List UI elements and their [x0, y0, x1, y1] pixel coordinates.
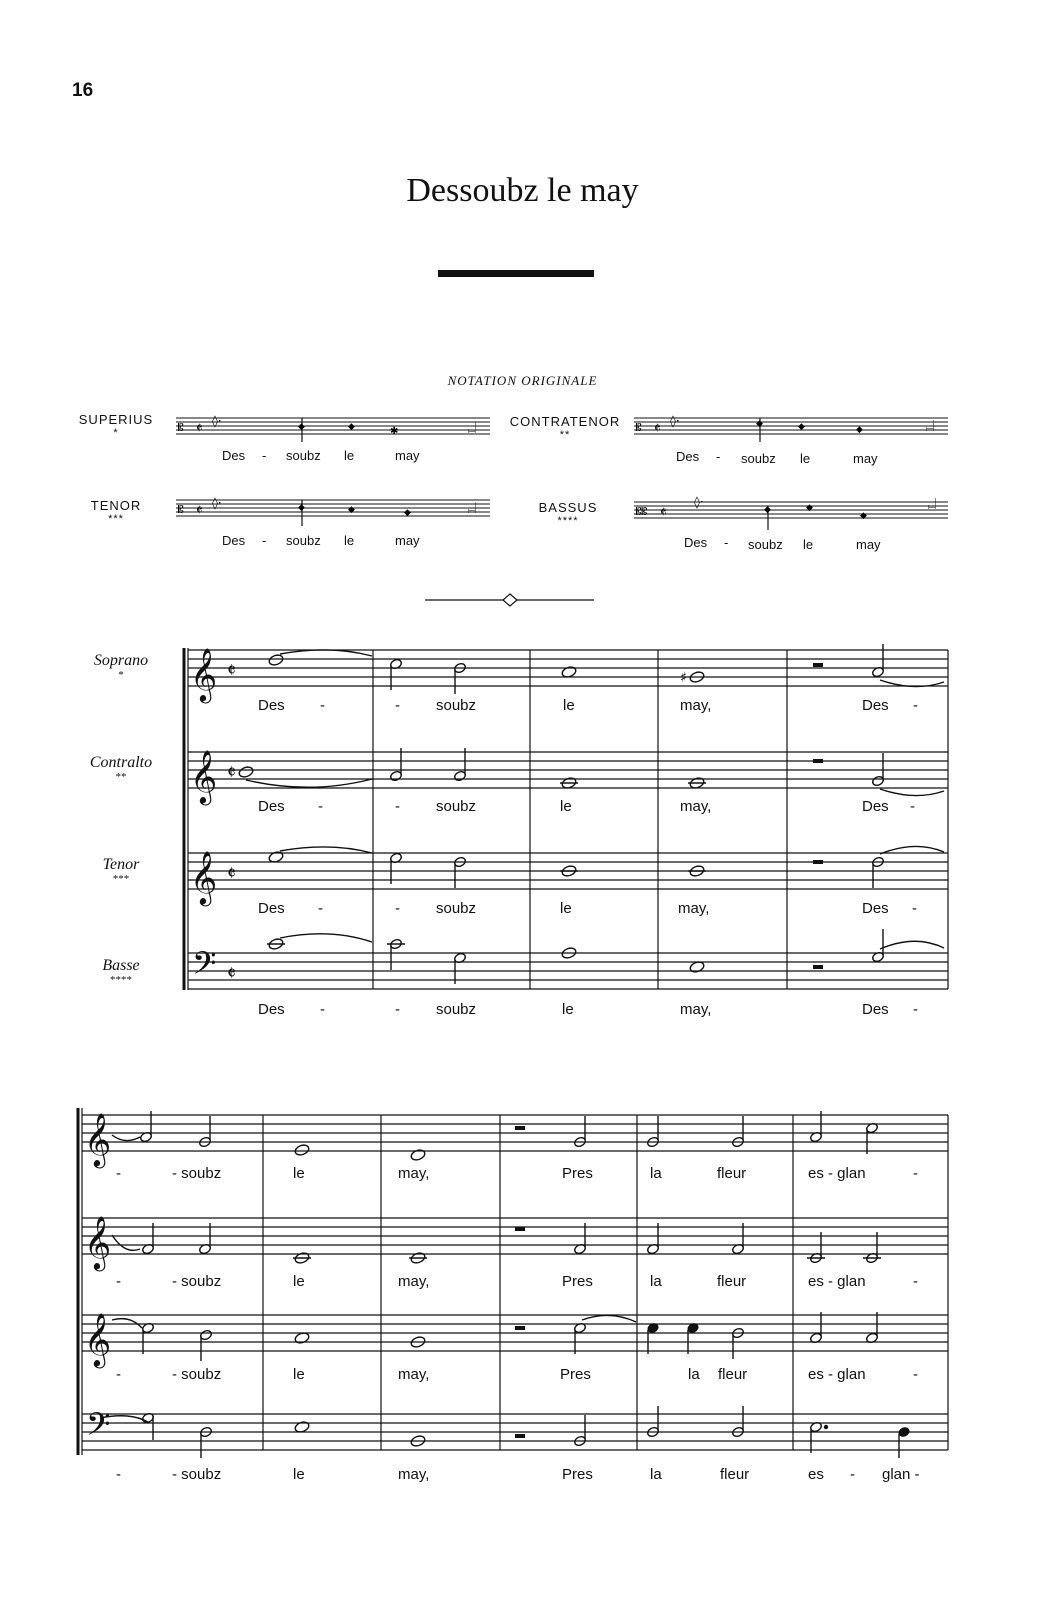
- system-1-clefs: [190, 647, 236, 989]
- system-2-staves: [78, 1108, 948, 1455]
- lyric: soubz: [286, 448, 321, 463]
- voice-name: CONTRATENOR: [509, 414, 621, 429]
- svg-text:𝄵: 𝄵: [660, 503, 667, 521]
- page-title: Dessoubz le may: [406, 172, 639, 209]
- lyric: le: [563, 697, 575, 714]
- lyric: -: [724, 535, 729, 550]
- svg-text:𝄢: 𝄢: [86, 1406, 111, 1450]
- svg-text:𝄡: 𝄡: [178, 505, 184, 516]
- lyric: may: [395, 533, 420, 548]
- lyric: soubz: [748, 537, 783, 552]
- lyric: fleur: [718, 1366, 748, 1383]
- voice-stars: ***: [112, 873, 130, 885]
- svg-text:𝄵: 𝄵: [196, 419, 203, 437]
- system-2-notes: [100, 1111, 910, 1458]
- lyric: -: [262, 533, 267, 548]
- lyric: Des: [258, 697, 285, 714]
- svg-text:𝄵: 𝄵: [227, 658, 236, 682]
- lyric: la: [650, 1165, 662, 1182]
- lyric: fleur: [720, 1466, 750, 1483]
- svg-text:◆: ◆: [860, 511, 867, 521]
- lyric: -: [395, 697, 400, 714]
- svg-text:𝄡: 𝄡: [636, 423, 642, 434]
- svg-text:◆: ◆: [856, 425, 863, 435]
- svg-text:◊·: ◊·: [694, 495, 704, 509]
- voice-stars: **: [559, 429, 571, 441]
- svg-text:𝄵: 𝄵: [227, 961, 236, 985]
- lyric: fleur: [717, 1165, 747, 1182]
- lyric: soubz: [286, 533, 321, 548]
- page-number: 16: [72, 80, 94, 101]
- lyric: -: [395, 1001, 400, 1018]
- notation-heading: NOTATION ORIGINALE: [447, 373, 598, 388]
- section-divider: [425, 594, 594, 606]
- voice-name: Tenor: [102, 856, 140, 873]
- lyric: -: [395, 900, 400, 917]
- lyric: -: [910, 798, 915, 815]
- lyric: - soubz: [172, 1366, 222, 1383]
- svg-text:𝄞: 𝄞: [84, 1215, 112, 1269]
- svg-text:𝄢: 𝄢: [192, 945, 217, 989]
- svg-text:𝆶: 𝆶: [468, 497, 477, 516]
- lyric: may,: [678, 900, 710, 917]
- lyric: -: [913, 1273, 918, 1290]
- lyric: Des: [684, 535, 708, 550]
- lyric: -: [913, 1165, 918, 1182]
- svg-text:𝄞: 𝄞: [190, 647, 218, 701]
- svg-text:𝄞: 𝄞: [84, 1312, 112, 1366]
- svg-text:𝄞: 𝄞: [190, 850, 218, 904]
- lyric: Des: [222, 533, 246, 548]
- lyric: Des: [222, 448, 246, 463]
- lyric: may,: [398, 1366, 430, 1383]
- lyric: le: [560, 900, 572, 917]
- lyric: soubz: [436, 900, 477, 917]
- lyric: le: [800, 451, 811, 466]
- svg-text:𝄞: 𝄞: [190, 749, 218, 803]
- voice-name: BASSUS: [538, 500, 598, 515]
- svg-text:𝄡: 𝄡: [178, 423, 184, 434]
- original-staff-contratenor: [634, 414, 948, 442]
- svg-text:◆: ◆: [348, 422, 355, 432]
- lyric: -: [913, 1366, 918, 1383]
- lyric: glan -: [882, 1466, 920, 1483]
- svg-text:◆: ◆: [798, 422, 805, 432]
- svg-text:𝄞: 𝄞: [84, 1112, 112, 1166]
- lyric: Des: [862, 1001, 889, 1018]
- svg-text:◆: ◆: [348, 505, 355, 515]
- voice-name: Contralto: [89, 754, 153, 771]
- lyric: may: [395, 448, 420, 463]
- lyric: le: [293, 1273, 305, 1290]
- voice-name: Basse: [102, 957, 140, 974]
- lyric: Des: [862, 697, 889, 714]
- lyric: la: [650, 1273, 662, 1290]
- lyric: -: [318, 798, 323, 815]
- lyric: soubz: [436, 798, 477, 815]
- lyric: -: [320, 1001, 325, 1018]
- lyric: fleur: [717, 1273, 747, 1290]
- lyric: -: [318, 900, 323, 917]
- lyric: -: [913, 1001, 918, 1018]
- svg-text:𝄵: 𝄵: [196, 501, 203, 519]
- svg-text:◆: ◆: [764, 505, 771, 515]
- lyric: may,: [680, 697, 712, 714]
- lyric: -: [116, 1273, 121, 1290]
- svg-text:◊·: ◊·: [212, 496, 222, 510]
- lyric: le: [562, 1001, 574, 1018]
- lyric: -: [912, 900, 917, 917]
- svg-text:𝄵: 𝄵: [654, 419, 661, 437]
- lyric: may,: [680, 1001, 712, 1018]
- original-staff-bassus: [634, 493, 948, 530]
- lyric: le: [803, 537, 814, 552]
- lyric: le: [293, 1165, 305, 1182]
- lyric: -: [716, 449, 721, 464]
- lyric: es - glan: [808, 1366, 866, 1383]
- lyric: may: [856, 537, 881, 552]
- lyric: Des: [676, 449, 700, 464]
- svg-text:◆: ◆: [806, 503, 813, 513]
- lyric: le: [293, 1466, 305, 1483]
- lyric: Des: [258, 900, 285, 917]
- lyric: may,: [398, 1466, 430, 1483]
- lyric: -: [850, 1466, 855, 1483]
- lyric: es: [808, 1466, 824, 1483]
- lyric: Des: [258, 798, 285, 815]
- lyric: es - glan: [808, 1165, 866, 1182]
- svg-text:◆: ◆: [298, 422, 305, 432]
- svg-text:◆: ◆: [404, 508, 411, 518]
- svg-text:𝆶: 𝆶: [468, 417, 477, 436]
- system-1-staves: [184, 648, 948, 990]
- lyric: soubz: [436, 1001, 477, 1018]
- system-2-clefs: [84, 1112, 111, 1450]
- lyric: - soubz: [172, 1165, 222, 1182]
- voice-stars: **: [115, 771, 127, 783]
- lyric: Pres: [562, 1273, 593, 1290]
- lyric: la: [688, 1366, 700, 1383]
- voice-stars: ****: [557, 515, 579, 527]
- lyric: -: [913, 697, 918, 714]
- lyric: may,: [398, 1165, 430, 1182]
- svg-text:♯: ♯: [680, 670, 687, 686]
- lyric: may,: [680, 798, 712, 815]
- lyric: -: [116, 1466, 121, 1483]
- lyric: soubz: [741, 451, 776, 466]
- lyric: es - glan: [808, 1273, 866, 1290]
- svg-text:𝆶: 𝆶: [928, 493, 937, 512]
- lyric: -: [395, 798, 400, 815]
- svg-text:𝄵: 𝄵: [227, 861, 236, 885]
- lyric: la: [650, 1466, 662, 1483]
- voice-stars: *: [118, 669, 124, 681]
- lyric: - soubz: [172, 1273, 222, 1290]
- lyric: may: [853, 451, 878, 466]
- lyric: le: [560, 798, 572, 815]
- lyric: Des: [862, 798, 889, 815]
- lyric: -: [116, 1366, 121, 1383]
- svg-text:◆: ◆: [298, 503, 305, 513]
- lyric: may,: [398, 1273, 430, 1290]
- original-staff-tenor: [176, 496, 490, 526]
- voice-name: TENOR: [90, 498, 142, 513]
- lyric: le: [293, 1366, 305, 1383]
- lyric: -: [320, 697, 325, 714]
- lyric: - soubz: [172, 1466, 222, 1483]
- svg-text:𝄡𝄡: 𝄡𝄡: [636, 507, 648, 518]
- voice-stars: ****: [110, 974, 132, 986]
- original-staff-superius: [176, 414, 490, 442]
- lyric: Pres: [560, 1366, 591, 1383]
- system-1-notes: [238, 644, 944, 984]
- svg-text:◆: ◆: [756, 419, 763, 429]
- voice-name: SUPERIUS: [78, 412, 154, 427]
- voice-stars: *: [113, 427, 119, 439]
- svg-text:◊·: ◊·: [212, 414, 222, 428]
- svg-text:✱: ✱: [390, 426, 399, 437]
- lyric: Des: [258, 1001, 285, 1018]
- lyric: soubz: [436, 697, 477, 714]
- lyric: -: [262, 448, 267, 463]
- lyric: le: [344, 448, 355, 463]
- lyric: Pres: [562, 1466, 593, 1483]
- voice-stars: ***: [108, 513, 124, 525]
- svg-text:◊·: ◊·: [670, 414, 680, 428]
- lyric: Des: [862, 900, 889, 917]
- svg-text:𝆶: 𝆶: [926, 415, 935, 434]
- voice-name: Soprano: [93, 652, 149, 669]
- lyric: -: [116, 1165, 121, 1182]
- lyric: le: [344, 533, 355, 548]
- lyric: Pres: [562, 1165, 593, 1182]
- svg-text:𝄵: 𝄵: [227, 760, 236, 784]
